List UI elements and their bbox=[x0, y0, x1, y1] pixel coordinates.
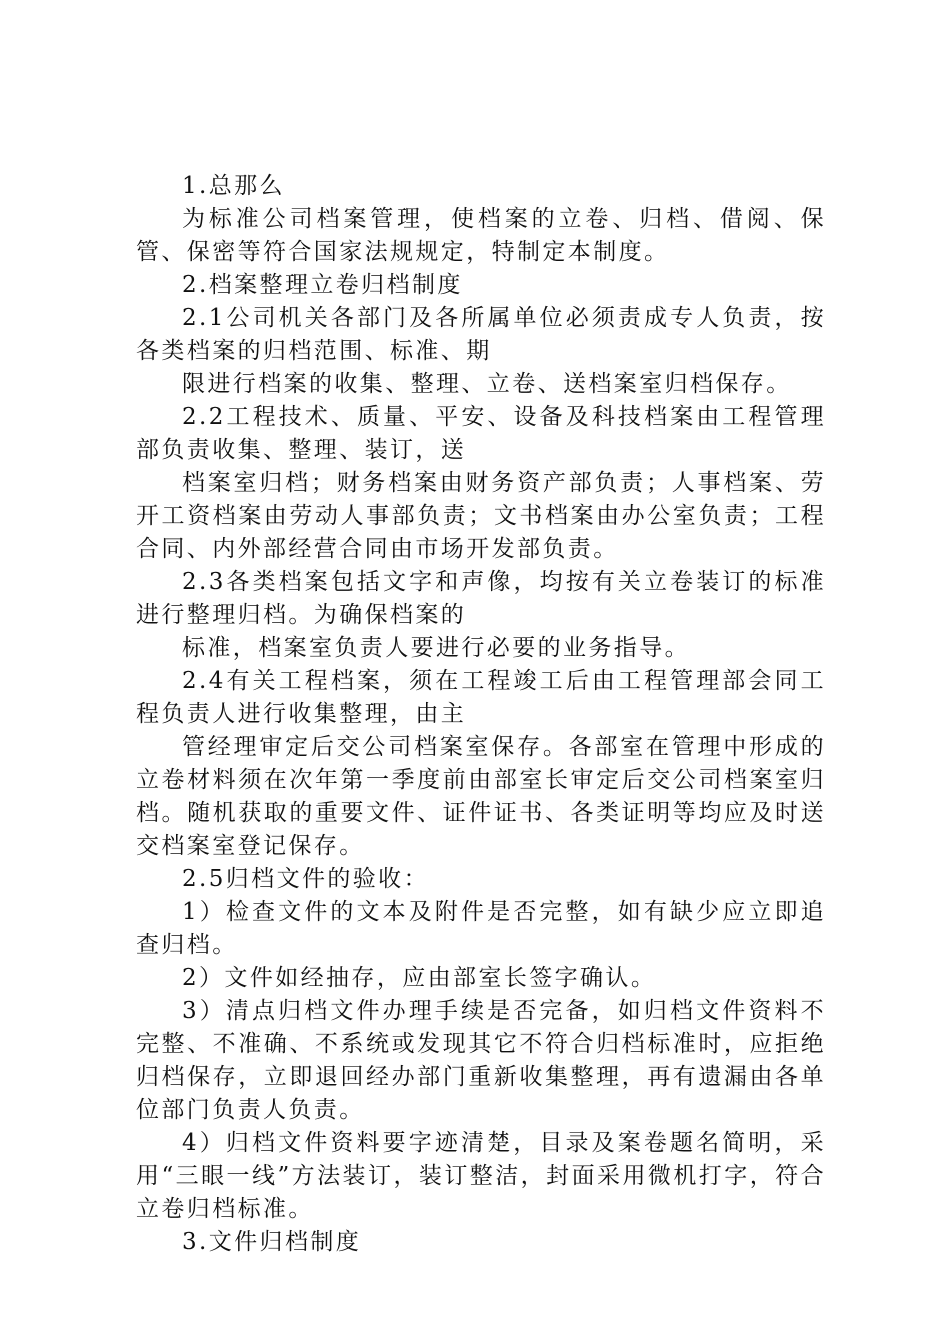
section-heading-general: 1.总那么 bbox=[182, 173, 285, 199]
list-item-3: 3）清点归档文件办理手续是否完备，如归档文件资料不完整、不准确、不系统或发现其它不符合归档标准时，应拒绝归档保存，立即退回经办部门重新收集整理，再有遗漏由各单位部门负责人负责。 bbox=[136, 998, 826, 1123]
paragraph-2-4-continued: 管经理审定后交公司档案室保存。各部室在管理中形成的立卷材料须在次年第一季度前由部室长审定后交公司档案室归档。随机获取的重要文件、证件证书、各类证明等均应及时送交档案室登记保存。 bbox=[136, 734, 826, 859]
paragraph-2-3-continued: 标准，档案室负责人要进行必要的业务指导。 bbox=[182, 635, 690, 661]
paragraph-2-2: 2.2工程技术、质量、平安、设备及科技档案由工程管理部负责收集、整理、装订，送 bbox=[136, 404, 826, 463]
list-item-2: 2）文件如经抽存，应由部室长签字确认。 bbox=[182, 965, 657, 991]
paragraph-2-1: 2.1公司机关各部门及各所属单位必须责成专人负责，按各类档案的归档范围、标准、期 bbox=[136, 305, 826, 364]
paragraph-2-1-continued: 限进行档案的收集、整理、立卷、送档案室归档保存。 bbox=[182, 371, 792, 397]
paragraph-2-4: 2.4有关工程档案，须在工程竣工后由工程管理部会同工程负责人进行收集整理，由主 bbox=[136, 668, 826, 727]
paragraph-2-5: 2.5归档文件的验收： bbox=[182, 866, 429, 892]
document-body bbox=[136, 170, 826, 1259]
paragraph-2-3: 2.3各类档案包括文字和声像，均按有关立卷装订的标准进行整理归档。为确保档案的 bbox=[136, 569, 826, 628]
paragraph-2-2-continued: 档案室归档；财务档案由财务资产部负责；人事档案、劳开工资档案由劳动人事部负责；文书档案由办公室负责；工程合同、内外部经营合同由市场开发部负责。 bbox=[136, 470, 826, 562]
list-item-1: 1）检查文件的文本及附件是否完整，如有缺少应立即追查归档。 bbox=[136, 899, 826, 958]
section-heading-file-archive: 3.文件归档制度 bbox=[182, 1229, 362, 1255]
list-item-4: 4）归档文件资料要字迹清楚，目录及案卷题名简明，采用“三眼一线”方法装订，装订整洁，封面采用微机打字，符合立卷归档标准。 bbox=[136, 1130, 826, 1222]
section-heading-archive-system: 2.档案整理立卷归档制度 bbox=[182, 272, 463, 298]
paragraph-purpose: 为标准公司档案管理，使档案的立卷、归档、借阅、保管、保密等符合国家法规规定，特制定本制度。 bbox=[136, 206, 826, 265]
